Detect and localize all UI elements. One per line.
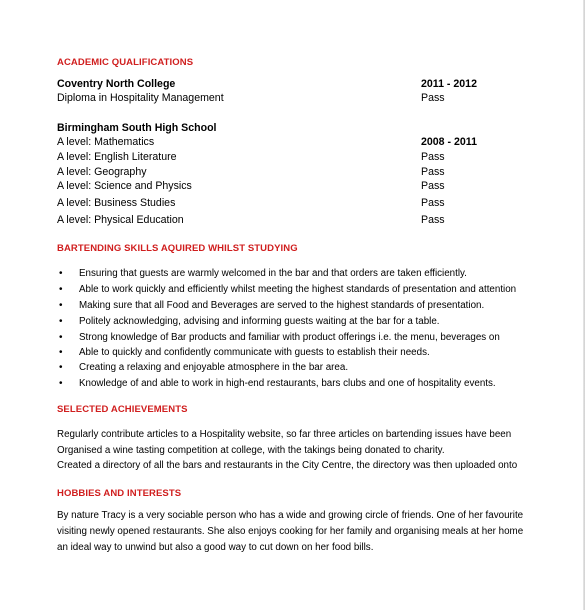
skills-heading: BARTENDING SKILLS AQUIRED WHILST STUDYING bbox=[57, 243, 298, 254]
subject-result: Pass bbox=[421, 197, 445, 209]
skill-item: Ensuring that guests are warmly welcomed in the bar and that orders are taken efficiently. bbox=[79, 268, 467, 279]
bullet-marker: • bbox=[59, 316, 63, 327]
school-name: Birmingham South High School bbox=[57, 122, 217, 134]
college-name: Coventry North College bbox=[57, 78, 176, 90]
subject-label: A level: Science and Physics bbox=[57, 180, 192, 192]
college-years: 2011 - 2012 bbox=[421, 78, 477, 90]
skill-item: Politely acknowledging, advising and informing guests waiting at the bar for a table. bbox=[79, 316, 440, 327]
academic-heading: ACADEMIC QUALIFICATIONS bbox=[57, 57, 194, 68]
hobbies-line: By nature Tracy is a very sociable person who has a wide and growing circle of friends. One of her favourite bbox=[57, 510, 524, 521]
achievement-line: Regularly contribute articles to a Hospitality website, so far three articles on bartending issues have been bbox=[57, 429, 512, 440]
skill-item: Creating a relaxing and enjoyable atmosphere in the bar area. bbox=[79, 362, 349, 373]
achievement-line: Created a directory of all the bars and restaurants in the City Centre, the directory was then uploaded onto bbox=[57, 460, 518, 471]
skill-item: Strong knowledge of Bar products and familiar with product offerings i.e. the menu, beverages on bbox=[79, 332, 500, 343]
bullet-marker: • bbox=[59, 362, 63, 373]
bullet-marker: • bbox=[59, 268, 63, 279]
subject-result: Pass bbox=[421, 180, 445, 192]
skill-item: Able to work quickly and efficiently whilst meeting the highest standards of presentation and attention bbox=[79, 284, 517, 295]
skill-item: Making sure that all Food and Beverages are served to the highest standards of presentation. bbox=[79, 300, 485, 311]
college-result: Pass bbox=[421, 92, 445, 104]
subject-label: A level: Physical Education bbox=[57, 214, 184, 226]
bullet-marker: • bbox=[59, 347, 63, 358]
subject-result: Pass bbox=[421, 151, 445, 163]
bullet-marker: • bbox=[59, 332, 63, 343]
subject-label: A level: Geography bbox=[57, 166, 147, 178]
skill-item: Knowledge of and able to work in high-end restaurants, bars clubs and one of hospitality events. bbox=[79, 378, 496, 389]
subject-result: Pass bbox=[421, 214, 445, 226]
bullet-marker: • bbox=[59, 378, 63, 389]
subject-label: A level: Business Studies bbox=[57, 197, 176, 209]
school-years: 2008 - 2011 bbox=[421, 136, 477, 148]
hobbies-line: visiting newly opened restaurants. She also enjoys cooking for her family and organising meals at her home bbox=[57, 526, 524, 537]
bullet-marker: • bbox=[59, 284, 63, 295]
subject-result: Pass bbox=[421, 166, 445, 178]
skill-item: Able to quickly and confidently communicate with guests to establish their needs. bbox=[79, 347, 430, 358]
achievements-heading: SELECTED ACHIEVEMENTS bbox=[57, 404, 188, 415]
achievement-line: Organised a wine tasting competition at college, with the takings being donated to charity. bbox=[57, 445, 445, 456]
college-course: Diploma in Hospitality Management bbox=[57, 92, 224, 104]
bullet-marker: • bbox=[59, 300, 63, 311]
subject-label: A level: Mathematics bbox=[57, 136, 155, 148]
hobbies-line: an ideal way to unwind but also a good way to cut down on her food bills. bbox=[57, 542, 374, 553]
hobbies-heading: HOBBIES AND INTERESTS bbox=[57, 488, 182, 499]
subject-label: A level: English Literature bbox=[57, 151, 177, 163]
